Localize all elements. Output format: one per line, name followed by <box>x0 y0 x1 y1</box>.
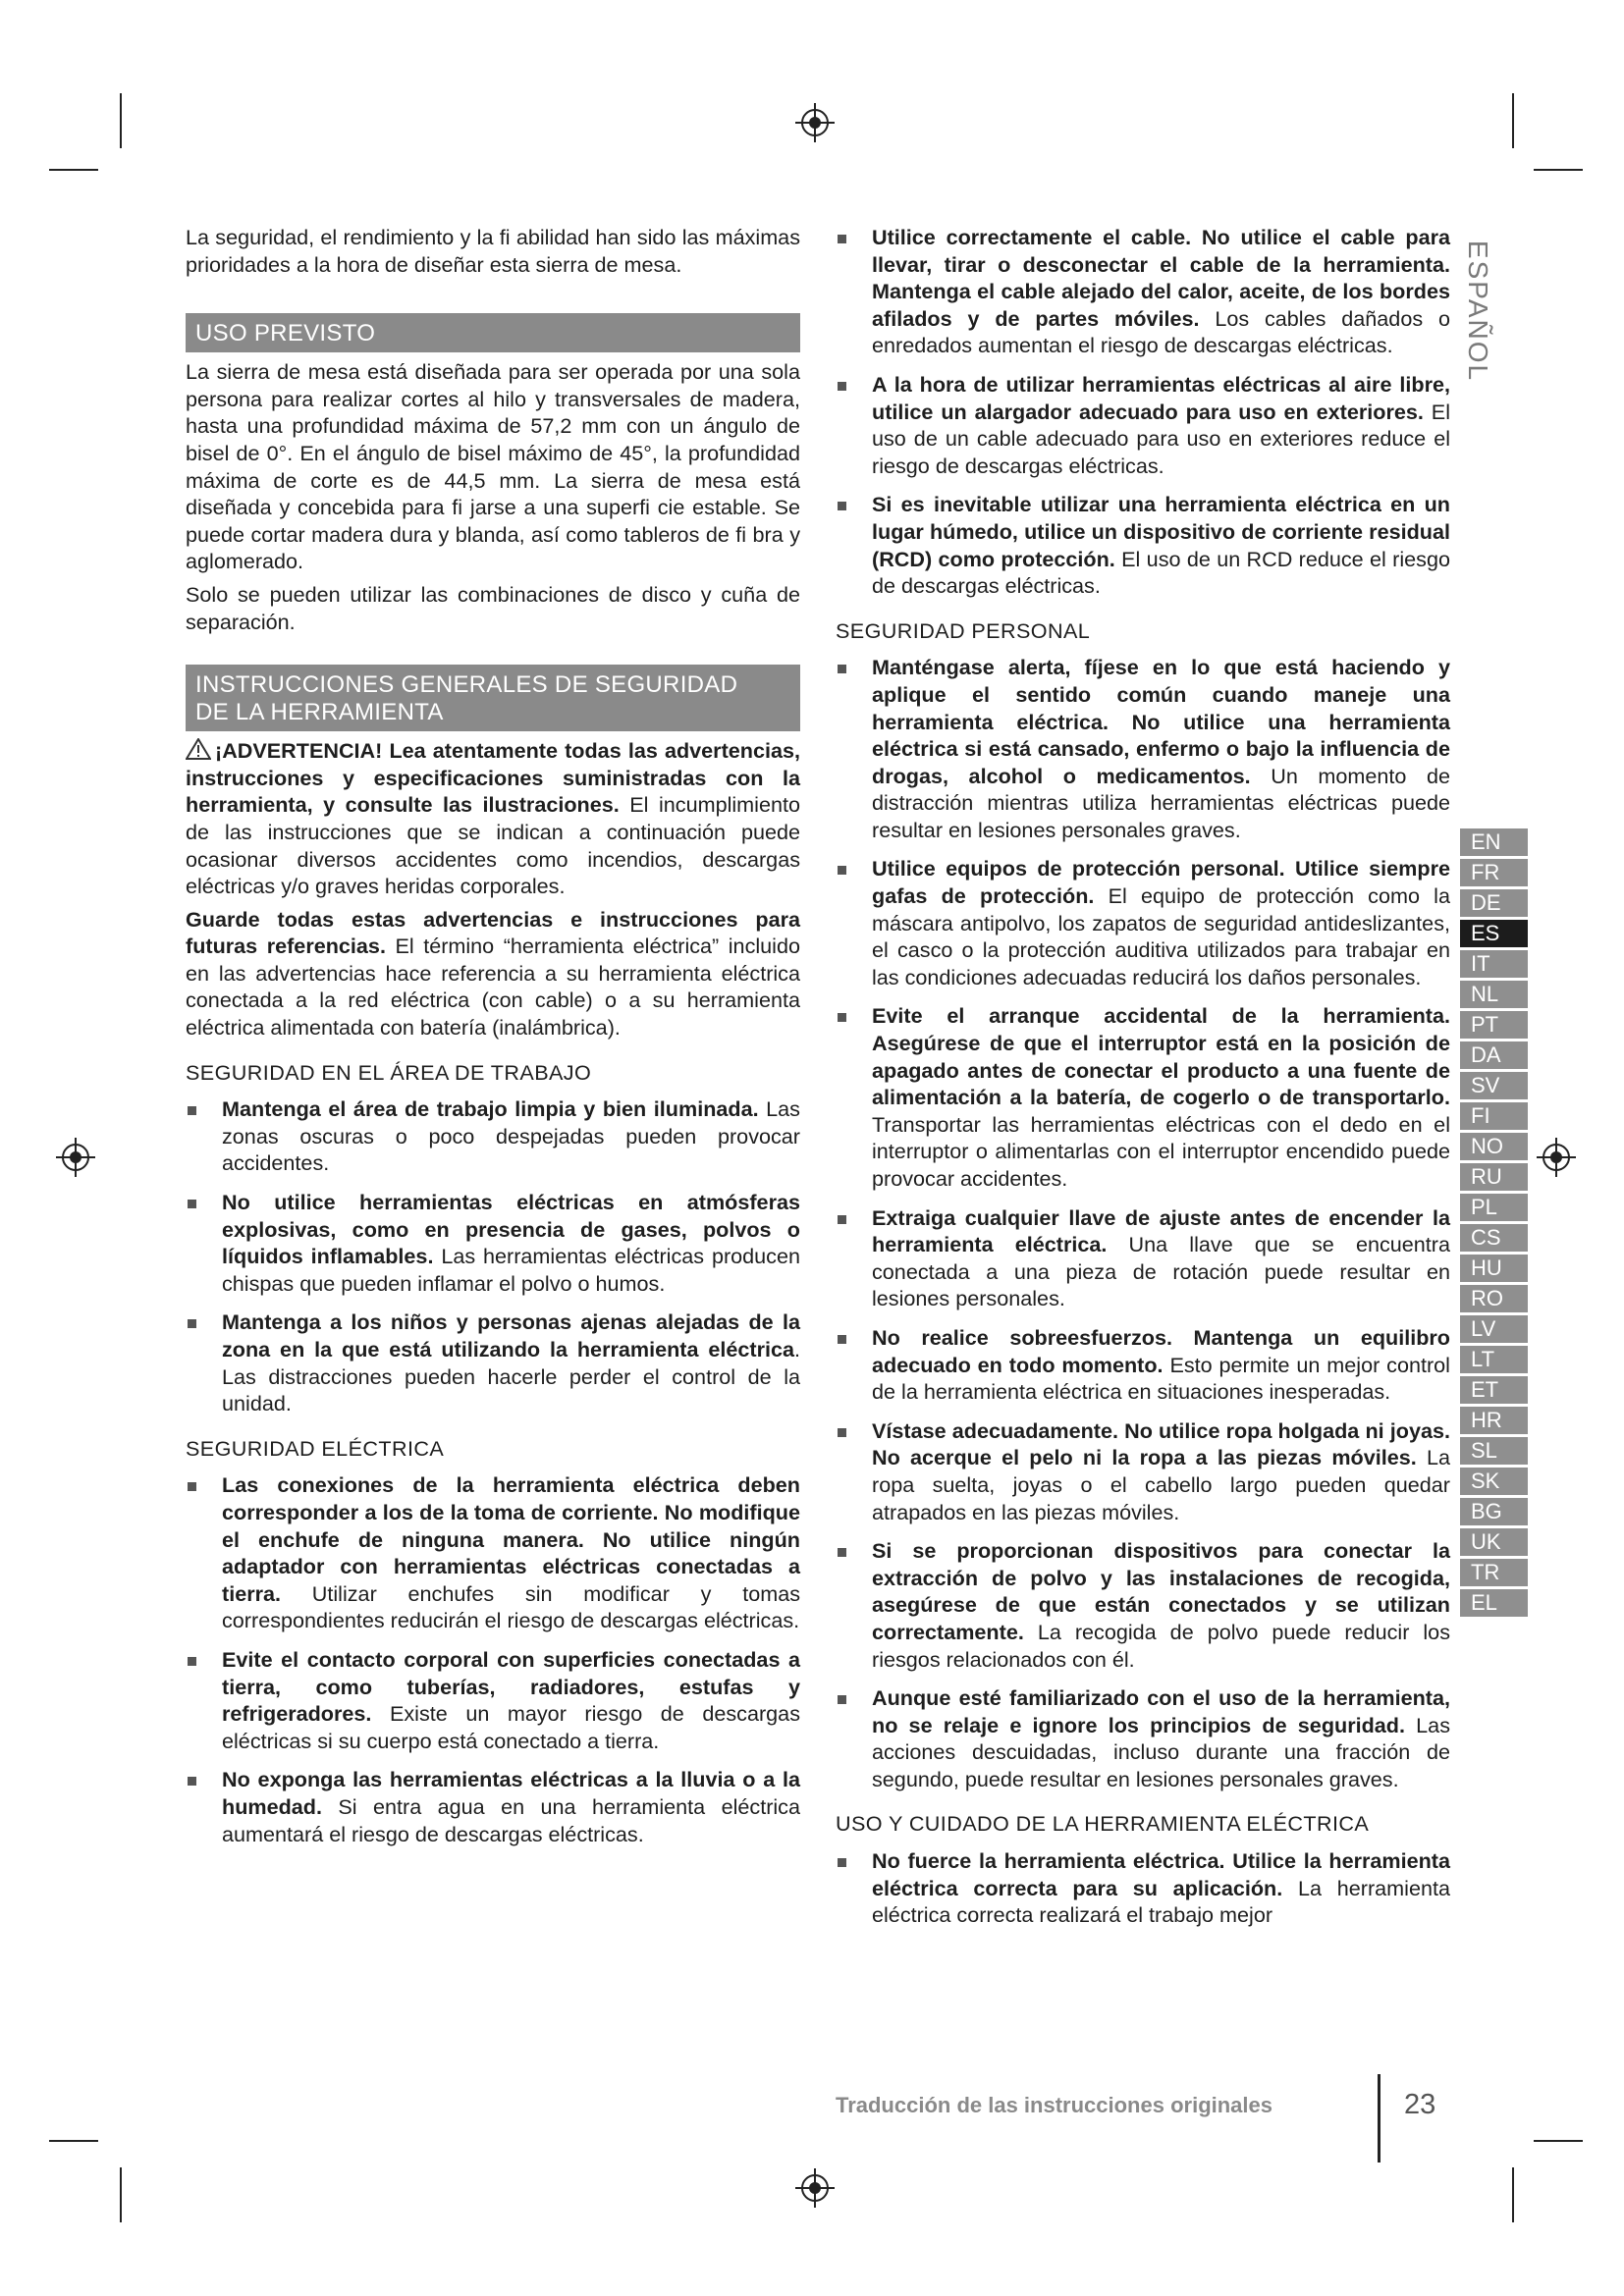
warning-triangle-icon <box>186 738 211 760</box>
language-tab-et[interactable]: ET <box>1460 1376 1528 1404</box>
item-bold: No fuerce la herramienta eléctrica. Utilice la herramienta eléctrica correcta para su aplicación. <box>872 1848 1450 1900</box>
language-tab-el[interactable]: EL <box>1460 1589 1528 1617</box>
list-item <box>186 1471 800 1634</box>
warning-bold: ¡ADVERTENCIA! Lea atentamente todas las advertencias, instrucciones y especificaciones suministradas con la herramienta, y consulte las ilustraciones. <box>186 738 800 818</box>
language-tab-da[interactable]: DA <box>1460 1041 1528 1069</box>
item-bold: Si se proporcionan dispositivos para conectar la extracción de polvo y las instalaciones de recogida, asegúrese de que están conectados y se utilizan correctamente. <box>872 1538 1450 1644</box>
list-item <box>186 1095 800 1177</box>
language-tab-lv[interactable]: LV <box>1460 1315 1528 1343</box>
list-item <box>836 1417 1450 1525</box>
language-tab-ro[interactable]: RO <box>1460 1285 1528 1312</box>
language-tab-en[interactable]: EN <box>1460 828 1528 856</box>
personal-list <box>836 654 1450 1792</box>
list-item <box>836 491 1450 599</box>
item-bold: No realice sobreesfuerzos. Mantenga un equilibro adecuado en todo momento. <box>872 1324 1450 1377</box>
language-tab-bg[interactable]: BG <box>1460 1498 1528 1525</box>
item-text: Las acciones descuidadas, incluso durante una fracción de segundo, puede resultar en lesiones personales graves. <box>872 1712 1450 1791</box>
crop-mark <box>1512 2167 1514 2222</box>
item-bold: Aunque esté familiarizado con el uso de la herramienta, no se relaje e ignore los principios de seguridad. <box>872 1685 1450 1737</box>
item-text: El uso de un RCD reduce el riesgo de descargas eléctricas. <box>872 546 1450 599</box>
item-text: Un momento de distracción mientras utiliza herramientas eléctricas puede resultar en lesiones personales graves. <box>872 763 1450 842</box>
item-bold: Evite el contacto corporal con superficies conectadas a tierra, como tuberías, radiadores, estufas y refrigeradores. <box>222 1646 800 1727</box>
crop-mark <box>1534 169 1583 171</box>
list-item <box>836 1847 1450 1929</box>
registration-mark-icon <box>1535 1136 1578 1179</box>
item-bold: No exponga las herramientas eléctricas a la lluvia o a la humedad. <box>222 1767 800 1819</box>
item-bold: Las conexiones de la herramienta eléctrica deben corresponder a los de la toma de corriente. No modifique el enchufe de ninguna manera. No utilice ningún adaptador con herramientas eléctricas conectadas a tierra. <box>222 1472 800 1606</box>
item-bold: Utilice correctamente el cable. No utilice el cable para llevar, tirar o desconectar el cable de la herramienta. Mantenga el cable alejado del calor, aceite, de los bordes afilados y de partes móviles. <box>872 225 1450 331</box>
language-tab-tr[interactable]: TR <box>1460 1559 1528 1586</box>
item-bold: Vístase adecuadamente. No utilice ropa holgada ni joyas. No acerque el pelo ni la ropa a las piezas móviles. <box>872 1417 1450 1470</box>
item-bold: Mantenga el área de trabajo limpia y bien iluminada. <box>222 1096 759 1122</box>
item-text: La herramienta eléctrica correcta realizará el trabajo mejor <box>872 1875 1450 1928</box>
left-column <box>186 224 800 1859</box>
footer-text: Traducción de las instrucciones originales <box>835 2093 1272 2117</box>
item-text: Esto permite un mejor control de la herramienta eléctrica en situaciones inesperadas. <box>872 1352 1450 1405</box>
language-tab-hr[interactable]: HR <box>1460 1407 1528 1434</box>
item-text: Utilizar enchufes sin modificar y tomas correspondientes reducirán el riesgo de descargas eléctricas. <box>222 1580 800 1633</box>
item-text: Las herramientas eléctricas producen chispas que pueden inflamar el polvo o humos. <box>222 1244 800 1296</box>
registration-mark-icon <box>54 1136 97 1179</box>
list-item <box>836 1324 1450 1406</box>
subheading-uso-cuidado: USO Y CUIDADO DE LA HERRAMIENTA ELÉCTRICA <box>836 1811 1370 1837</box>
item-text: La ropa suelta, joyas o el cabello largo pueden quedar atrapados en las piezas móviles. <box>872 1445 1450 1524</box>
list-item <box>836 371 1450 479</box>
list-item <box>836 855 1450 990</box>
item-bold: Si es inevitable utilizar una herramienta eléctrica en un lugar húmedo, utilice un dispositivo de corriente residual (RCD) como protección. <box>872 492 1450 571</box>
right-column <box>836 224 1450 1941</box>
item-text: Transportar las herramientas eléctricas con el dedo en el interruptor o alimentarlas con el interruptor encendido puede provocar accidentes. <box>872 1111 1450 1191</box>
warning-text: El incumplimiento de las instrucciones que se indican a continuación puede ocasionar diversos accidentes como incendios, descargas eléctricas y/o graves heridas corporales. <box>186 792 800 899</box>
language-tab-sk[interactable]: SK <box>1460 1468 1528 1495</box>
item-bold: Utilice equipos de protección personal. Utilice siempre gafas de protección. <box>872 856 1450 909</box>
crop-mark <box>120 93 122 148</box>
uso-cuidado-list <box>836 1847 1450 1929</box>
section-heading-instrucciones <box>186 665 800 731</box>
language-tab-it[interactable]: IT <box>1460 950 1528 978</box>
list-item <box>836 1002 1450 1192</box>
list-item <box>186 1646 800 1754</box>
item-text: Los cables dañados o enredados aumentan el riesgo de descargas eléctricas. <box>872 305 1450 358</box>
list-item <box>186 1189 800 1297</box>
item-bold: Evite el arranque accidental de la herramienta. Asegúrese de que el interruptor está en la posición de apagado antes de conectar el producto a una fuente de alimentación a la batería, de cogerlo o de transportarlo. <box>872 1003 1450 1110</box>
item-text: Las zonas oscuras o poco despejadas pueden provocar accidentes. <box>222 1096 800 1176</box>
crop-mark <box>120 2167 122 2222</box>
list-item <box>836 1204 1450 1312</box>
item-bold: A la hora de utilizar herramientas eléctricas al aire libre, utilice un alargador adecuado para uso en exteriores. <box>872 371 1450 424</box>
crop-mark <box>1512 93 1514 148</box>
section-heading-uso-previsto: USO PREVISTO <box>186 313 800 352</box>
heading-line: DE LA HERRAMIENTA <box>195 699 444 726</box>
item-bold: Extraiga cualquier llave de ajuste antes de encender la herramienta eléctrica. <box>872 1204 1450 1257</box>
item-text: . Las distracciones pueden hacerle perder el control de la unidad. <box>222 1337 800 1416</box>
language-tab-de[interactable]: DE <box>1460 889 1528 917</box>
language-tab-uk[interactable]: UK <box>1460 1528 1528 1556</box>
language-tab-nl[interactable]: NL <box>1460 981 1528 1008</box>
language-tab-pt[interactable]: PT <box>1460 1011 1528 1039</box>
registration-mark-icon <box>793 101 837 144</box>
subheading-electrica: SEGURIDAD ELÉCTRICA <box>186 1435 445 1461</box>
item-bold: No utilice herramientas eléctricas en atmósferas explosivas, como en presencia de gases, polvos o líquidos inflamables. <box>222 1190 800 1269</box>
language-tab-fr[interactable]: FR <box>1460 859 1528 886</box>
page-number: 23 <box>1404 2089 1436 2120</box>
side-language-label <box>1458 228 1497 395</box>
area-trabajo-list <box>186 1095 800 1417</box>
item-text: Si entra agua en una herramienta eléctrica aumentará el riesgo de descargas eléctricas. <box>222 1793 800 1846</box>
crop-mark <box>1534 2140 1583 2142</box>
electrica-list <box>186 1471 800 1847</box>
list-item <box>186 1766 800 1847</box>
cable-list <box>836 224 1450 600</box>
subheading-area-trabajo: SEGURIDAD EN EL ÁREA DE TRABAJO <box>186 1059 592 1085</box>
item-text: El equipo de protección como la máscara antipolvo, los zapatos de seguridad antideslizantes, el casco o la protección auditiva utilizados para trabajar en las condiciones adecuadas reducirá los daños personales. <box>872 883 1450 989</box>
list-item <box>836 1684 1450 1792</box>
guarde-paragraph <box>186 906 800 1041</box>
language-tab-cs[interactable]: CS <box>1460 1224 1528 1252</box>
intro-paragraph: La seguridad, el rendimiento y la fi abilidad han sido las máximas prioridades a la hora de diseñar esta sierra de mesa. <box>186 225 800 277</box>
language-tab-es[interactable]: ES <box>1460 920 1528 947</box>
item-text: La recogida de polvo puede reducir los riesgos relacionados con él. <box>872 1619 1450 1672</box>
side-language-text: ESPAÑOL <box>1463 240 1493 383</box>
registration-mark-icon <box>793 2166 837 2210</box>
language-tabs <box>1460 828 1528 1620</box>
list-item <box>836 654 1450 843</box>
footer-divider <box>1378 2074 1380 2163</box>
item-text: Existe un mayor riesgo de descargas eléctricas si su cuerpo está conectado a tierra. <box>222 1701 800 1753</box>
item-bold: Manténgase alerta, fíjese en lo que está haciendo y aplique el sentido común cuando maneje una herramienta eléctrica. No utilice una herramienta eléctrica si está cansado, enfermo o bajo la influencia de drogas, alcohol o medicamentos. <box>872 655 1450 788</box>
warning-paragraph <box>186 737 800 900</box>
language-tab-ru[interactable]: RU <box>1460 1163 1528 1191</box>
item-bold: Mantenga a los niños y personas ajenas alejadas de la zona en la que está utilizando la herramienta eléctrica <box>222 1309 800 1362</box>
list-item <box>836 1537 1450 1673</box>
language-tab-hu[interactable]: HU <box>1460 1255 1528 1282</box>
list-item <box>186 1308 800 1416</box>
list-item <box>836 224 1450 359</box>
item-text: Una llave que se encuentra conectada a una pieza de rotación puede resultar en lesiones personales. <box>872 1232 1450 1311</box>
guarde-bold: Guarde todas estas advertencias e instrucciones para futuras referencias. <box>186 906 800 959</box>
language-tab-lt[interactable]: LT <box>1460 1346 1528 1373</box>
item-text: El uso de un cable adecuado para uso en exteriores reduce el riesgo de descargas eléctricas. <box>872 399 1450 478</box>
language-tab-sv[interactable]: SV <box>1460 1072 1528 1099</box>
guarde-text: El término “herramienta eléctrica” incluido en las advertencias hace referencia a su herramienta eléctrica conectada a la red eléctrica (con cable) o a su herramienta eléctrica alimentada con batería (inalámbrica). <box>186 934 800 1041</box>
crop-mark <box>49 2140 98 2142</box>
language-tab-pl[interactable]: PL <box>1460 1194 1528 1221</box>
language-tab-no[interactable]: NO <box>1460 1133 1528 1160</box>
uso-previsto-paragraph: Solo se pueden utilizar las combinaciones de disco y cuña de separación. <box>186 581 800 634</box>
uso-previsto-paragraph: La sierra de mesa está diseñada para ser operada por una sola persona para realizar cortes al hilo y transversales de madera, hasta una profundidad máxima de 57,2 mm con un ángulo de bisel de 0°. En el ángulo de bisel máximo de 45°, la profundidad máxima de corte es de 44,5 mm. La sierra de mesa está diseñada y concebida para fi jarse a una superfi cie estable. Se puede cortar madera dura y blanda, así como tableros de fi bra y aglomerado. <box>186 359 800 574</box>
subheading-personal: SEGURIDAD PERSONAL <box>836 617 1091 643</box>
crop-mark <box>49 169 98 171</box>
language-tab-sl[interactable]: SL <box>1460 1437 1528 1465</box>
language-tab-fi[interactable]: FI <box>1460 1102 1528 1130</box>
heading-line: INSTRUCCIONES GENERALES DE SEGURIDAD <box>195 671 738 699</box>
page-footer <box>835 2074 1436 2148</box>
